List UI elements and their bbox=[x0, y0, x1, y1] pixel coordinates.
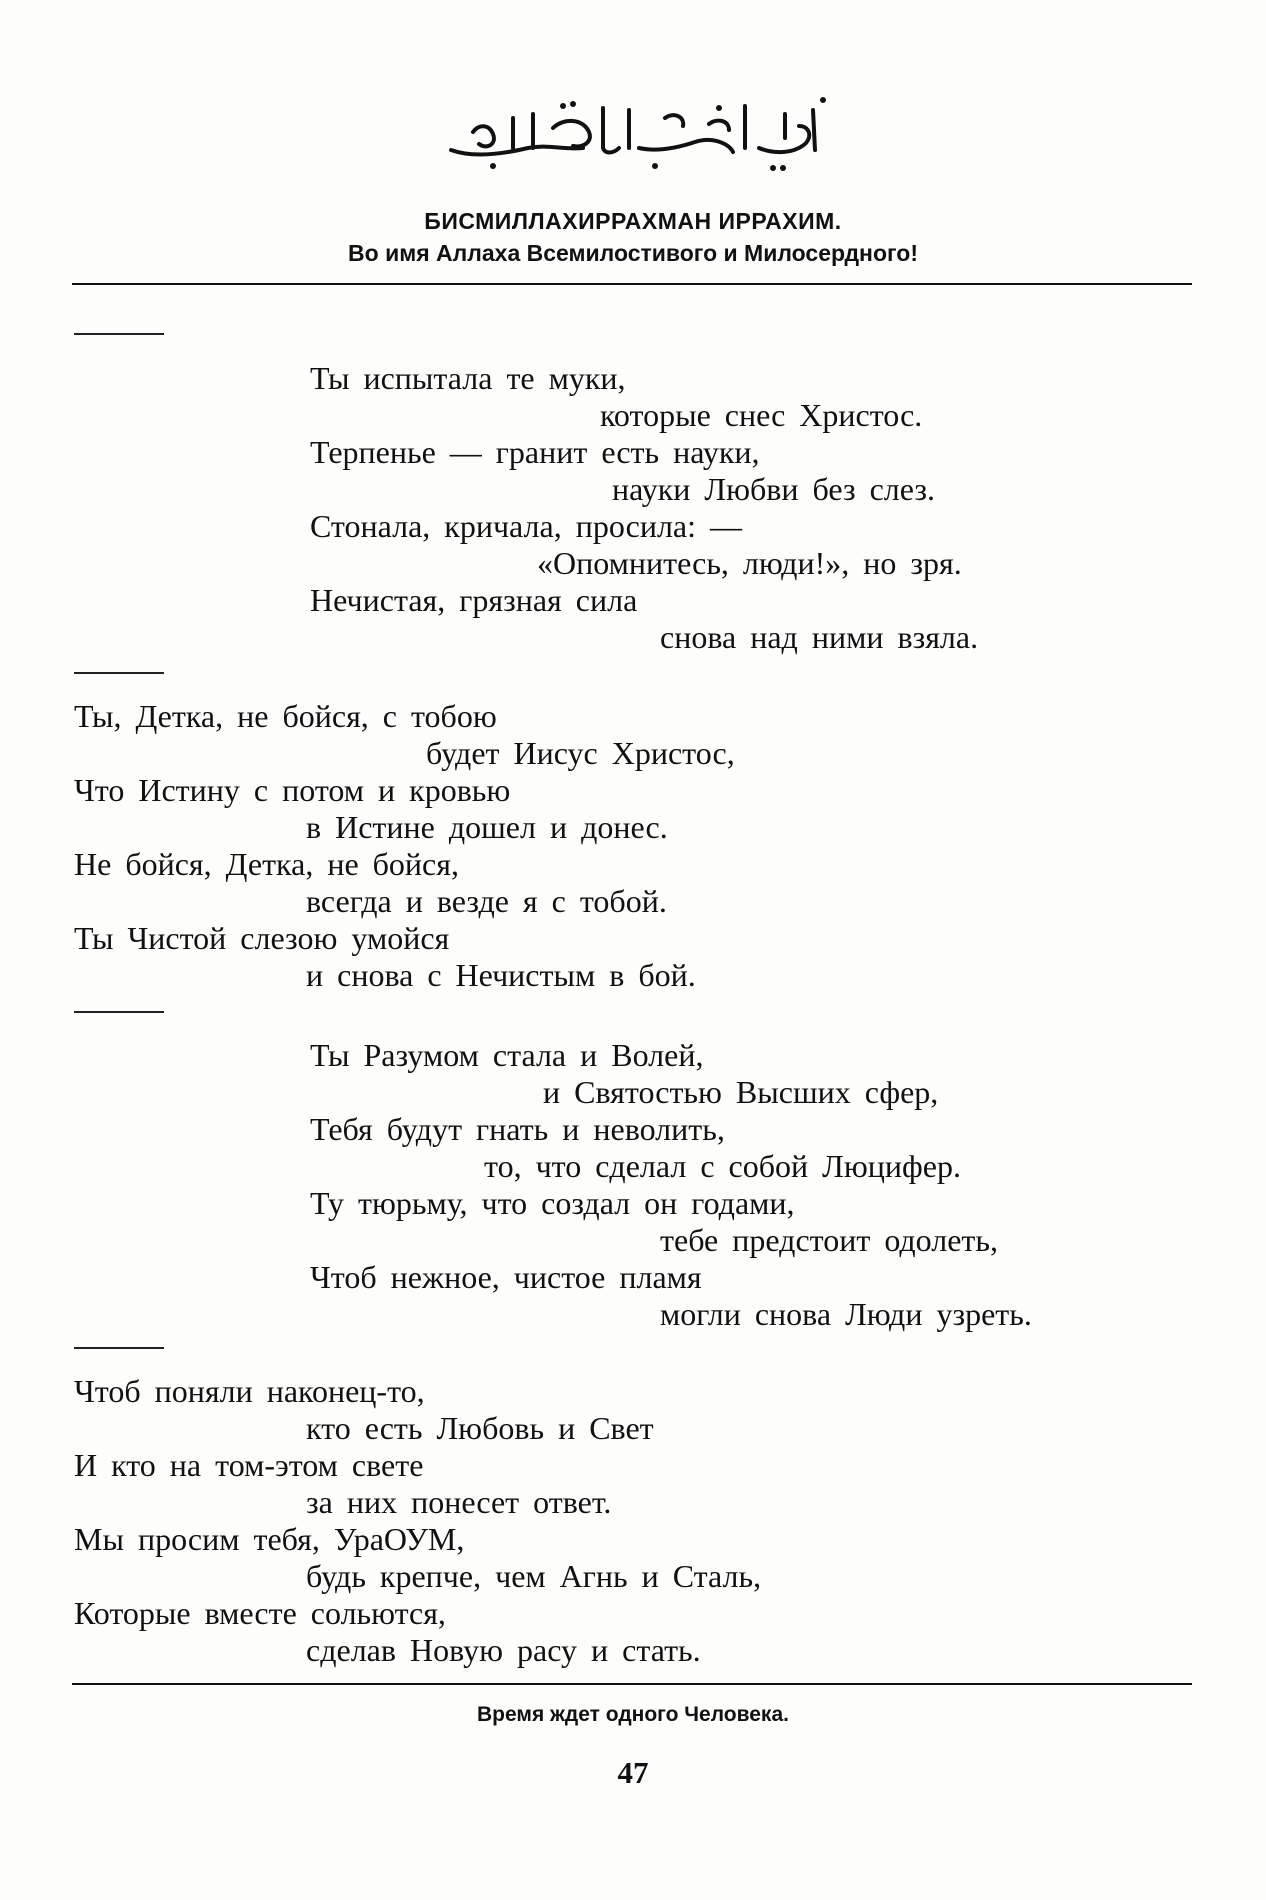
footer-divider bbox=[72, 1683, 1192, 1685]
poem-line: Ты Чистой слезою умойся bbox=[74, 920, 450, 956]
poem-line: «Опомнитесь, люди!», но зря. bbox=[537, 545, 962, 581]
stanza-separator bbox=[74, 1347, 164, 1349]
footer-text: Время ждет одного Человека. bbox=[477, 1703, 789, 1726]
poem-line: Терпенье — гранит есть науки, bbox=[310, 434, 760, 470]
poem-line: И кто на том-этом свете bbox=[74, 1447, 424, 1483]
poem-line: могли снова Люди узреть. bbox=[660, 1296, 1032, 1332]
poem-line: Ту тюрьму, что создал он годами, bbox=[310, 1185, 795, 1221]
poem-line: и снова с Нечистым в бой. bbox=[306, 957, 696, 993]
bismillah-calligraphy bbox=[0, 88, 1266, 184]
poem-line: Нечистая, грязная сила bbox=[310, 582, 638, 618]
header-title: БИСМИЛЛАХИРРАХМАН ИРРАХИМ. bbox=[424, 208, 842, 234]
poem-line: Не бойся, Детка, не бойся, bbox=[74, 846, 459, 882]
page-number: 47 bbox=[617, 1755, 649, 1790]
poem-line: которые снес Христос. bbox=[600, 397, 923, 433]
poem-line: сделав Новую расу и стать. bbox=[306, 1632, 701, 1668]
poem-line: и Святостью Высших сфер, bbox=[543, 1074, 939, 1110]
poem-line: Ты Разумом стала и Волей, bbox=[310, 1037, 704, 1073]
poem-line: Ты, Детка, не бойся, с тобою bbox=[74, 698, 497, 734]
poem-line: Чтоб поняли наконец-то, bbox=[74, 1373, 425, 1409]
poem-line: Тебя будут гнать и неволить, bbox=[310, 1111, 725, 1147]
stanza-separator bbox=[74, 1011, 164, 1013]
poem-line: кто есть Любовь и Свет bbox=[306, 1410, 654, 1446]
poem-line: будь крепче, чем Агнь и Сталь, bbox=[306, 1558, 762, 1594]
poem-line: тебе предстоит одолеть, bbox=[660, 1222, 998, 1258]
poem-line: всегда и везде я с тобой. bbox=[306, 883, 667, 919]
header-subtitle: Во имя Аллаха Всемилостивого и Милосердного! bbox=[348, 240, 918, 266]
calligraphy-image bbox=[433, 88, 833, 184]
poem-line: снова над ними взяла. bbox=[660, 619, 979, 655]
stanza-separator bbox=[74, 672, 164, 674]
poem-line: в Истине дошел и донес. bbox=[306, 809, 668, 845]
poem-line: Что Истину с потом и кровью bbox=[74, 772, 511, 808]
poem-line: за них понесет ответ. bbox=[306, 1484, 612, 1520]
poem-line: то, что сделал с собой Люцифер. bbox=[484, 1148, 961, 1184]
header-divider bbox=[72, 283, 1192, 285]
poem-line: Которые вместе сольются, bbox=[74, 1595, 446, 1631]
poem-line: Чтоб нежное, чистое пламя bbox=[310, 1259, 702, 1295]
poem-line: Мы просим тебя, УраОУМ, bbox=[74, 1521, 465, 1557]
poem-line: Стонала, кричала, просила: — bbox=[310, 508, 742, 544]
poem-line: науки Любви без слез. bbox=[612, 471, 935, 507]
poem-line: Ты испытала те муки, bbox=[310, 360, 626, 396]
stanza-separator bbox=[74, 333, 164, 335]
poem-line: будет Иисус Христос, bbox=[426, 735, 735, 771]
